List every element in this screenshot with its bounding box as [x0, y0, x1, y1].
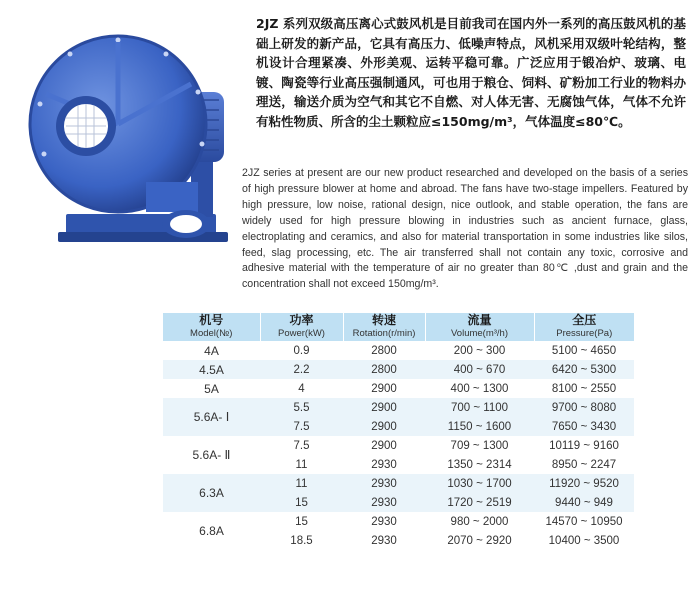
cell-model: 4.5A	[163, 360, 260, 379]
table-header-row	[163, 313, 634, 341]
cell-pressure: 11920 ~ 9520	[534, 474, 634, 493]
cell-volume: 1030 ~ 1700	[425, 474, 534, 493]
cell-model: 5A	[163, 379, 260, 398]
header-model	[163, 313, 260, 341]
cell-volume: 709 ~ 1300	[425, 436, 534, 455]
table-row	[163, 398, 634, 417]
cell-pressure: 10400 ~ 3500	[534, 531, 634, 550]
header-label-en: Power(kW)	[278, 328, 325, 339]
cell-volume: 1150 ~ 1600	[425, 417, 534, 436]
header-label-en: Volume(m³/h)	[450, 328, 508, 339]
cell-rotation: 2930	[343, 512, 425, 531]
cell-pressure: 8100 ~ 2550	[534, 379, 634, 398]
header-pressure	[534, 313, 634, 341]
cell-pressure: 9700 ~ 8080	[534, 398, 634, 417]
header-label-cn: 转速	[371, 313, 396, 327]
cell-pressure: 7650 ~ 3430	[534, 417, 634, 436]
cell-model: 5.6A- Ⅰ	[163, 398, 260, 436]
cell-power: 11	[260, 474, 343, 493]
cell-rotation: 2900	[343, 379, 425, 398]
cell-rotation: 2900	[343, 398, 425, 417]
cell-volume: 200 ~ 300	[425, 341, 534, 360]
cell-power: 7.5	[260, 436, 343, 455]
cell-model: 6.8A	[163, 512, 260, 550]
header-label-en: Rotation(r/min)	[352, 328, 416, 339]
header-rotation	[343, 313, 425, 341]
cell-power: 2.2	[260, 360, 343, 379]
table-row	[163, 341, 634, 360]
cell-rotation: 2800	[343, 341, 425, 360]
cell-rotation: 2930	[343, 474, 425, 493]
header-label-en: Pressure(Pa)	[556, 328, 613, 339]
cell-pressure: 6420 ~ 5300	[534, 360, 634, 379]
cell-power: 7.5	[260, 417, 343, 436]
cell-model: 6.3A	[163, 474, 260, 512]
cell-rotation: 2930	[343, 493, 425, 512]
header-label-cn: 全压	[572, 313, 597, 327]
header-label-cn: 流量	[467, 313, 492, 327]
cell-rotation: 2900	[343, 417, 425, 436]
specification-table	[163, 313, 634, 550]
table-row	[163, 360, 634, 379]
cell-power: 18.5	[260, 531, 343, 550]
header-label-cn: 机号	[199, 313, 224, 327]
cell-model: 4A	[163, 341, 260, 360]
header-power	[260, 313, 343, 341]
cell-power: 15	[260, 493, 343, 512]
cell-volume: 400 ~ 670	[425, 360, 534, 379]
header-label-en: Model(№)	[190, 328, 233, 339]
cell-rotation: 2930	[343, 455, 425, 474]
cell-power: 15	[260, 512, 343, 531]
description-chinese: 2JZ 系列双级高压离心式鼓风机是目前我司在国内外一系列的高压鼓风机的基础上研发的新产品，它具有高压力、低噪声特点，风机采用双级叶轮结构，整机设计合理紧凑、外形美观、运转平稳可靠。广泛应用于锻冶炉、玻璃、电镀、陶瓷等行业高压强制通风，可也用于粮仓、饲料、矿粉加工行业的物料办理送，输送介质为空气和其它不自燃、对人体无害、无腐蚀气体，气体不允许有粘性物质、所含的尘土颗粒应≤150mg/m³，气体温度≤80℃。	[256, 16, 686, 129]
cell-pressure: 9440 ~ 949	[534, 493, 634, 512]
cell-power: 5.5	[260, 398, 343, 417]
cell-pressure: 5100 ~ 4650	[534, 341, 634, 360]
cell-volume: 980 ~ 2000	[425, 512, 534, 531]
cell-pressure: 10119 ~ 9160	[534, 436, 634, 455]
blower-product-image	[26, 14, 246, 259]
cell-rotation: 2930	[343, 531, 425, 550]
description-english: 2JZ series at present are our new product researched and developed on the basis of a series of high pressure blower at home and abroad. The fans have two-stage impellers. Featured by high pressure, low noise, rational design, nice outlook, and stable operation, the fans are widely used for high pressure blowing in industries such as ancient furnace, glass, electroplating and ceramics, and also for material transportation in some industries like silos, feed, slag processing, etc. The air transferred shall not contain any toxic, corrosive and adhesive material with the temperature of air no greater than 80℃ ,dust and grain and the concentration shall not exceed 150mg/m³.	[242, 167, 688, 291]
table-row	[163, 379, 634, 398]
cell-volume: 700 ~ 1100	[425, 398, 534, 417]
header-label-cn: 功率	[289, 313, 314, 327]
cell-model: 5.6A- Ⅱ	[163, 436, 260, 474]
cell-rotation: 2900	[343, 436, 425, 455]
cell-rotation: 2800	[343, 360, 425, 379]
cell-power: 4	[260, 379, 343, 398]
table-row	[163, 512, 634, 531]
cell-pressure: 8950 ~ 2247	[534, 455, 634, 474]
table-row	[163, 436, 634, 455]
table-row	[163, 474, 634, 493]
table-body	[163, 341, 634, 550]
cell-volume: 2070 ~ 2920	[425, 531, 534, 550]
cell-power: 11	[260, 455, 343, 474]
header-volume	[425, 313, 534, 341]
cell-volume: 1350 ~ 2314	[425, 455, 534, 474]
cell-power: 0.9	[260, 341, 343, 360]
cell-pressure: 14570 ~ 10950	[534, 512, 634, 531]
cell-volume: 400 ~ 1300	[425, 379, 534, 398]
cell-volume: 1720 ~ 2519	[425, 493, 534, 512]
